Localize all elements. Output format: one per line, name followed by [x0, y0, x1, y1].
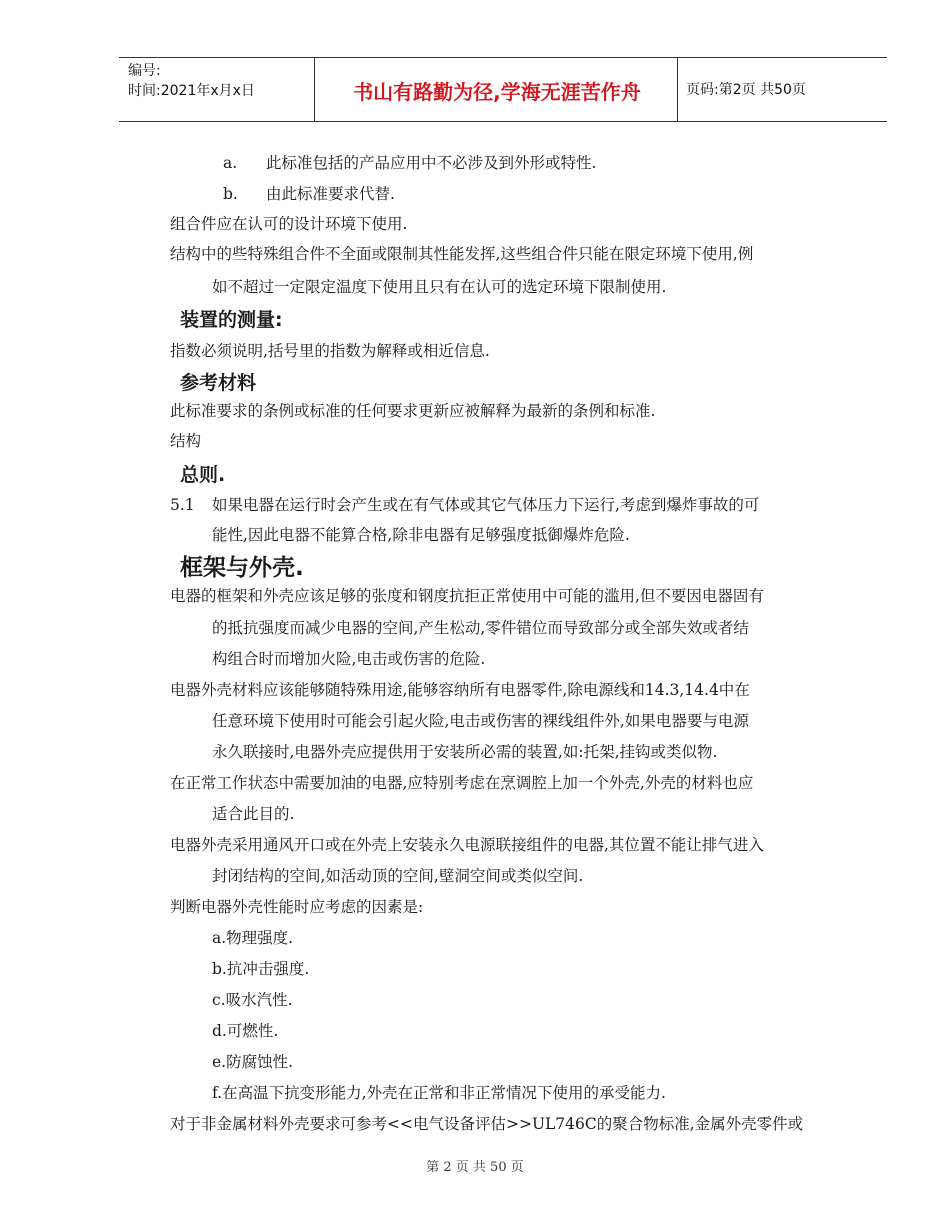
header-page-number: 页码:第2页 共50页 [686, 82, 806, 98]
list-item-b: 由此标准要求代替. [266, 185, 395, 203]
paragraph-line: 结构中的些特殊组合件不全面或限制其性能发挥,这些组合件只能在限定环境下使用,例 [170, 245, 754, 263]
paragraph-line: 电器外壳材料应该能够随特殊用途,能够容纳所有电器零件,除电源线和14.3,14.4中在 [170, 681, 750, 699]
clause-number: 5.1 [170, 496, 195, 514]
page-footer: 第 2 页 共 50 页 [426, 1160, 524, 1175]
list-item-a: 此标准包括的产品应用中不必涉及到外形或特性. [266, 154, 597, 172]
section-heading-references: 参考材料 [180, 372, 257, 394]
section-heading-general: 总则. [180, 464, 226, 486]
header-time: 时间:2021年x月x日 [128, 83, 255, 99]
section-heading-frame-enclosure: 框架与外壳. [180, 555, 304, 581]
header-top-rule [119, 57, 887, 58]
list-item: e.防腐蚀性. [212, 1053, 294, 1071]
list-marker-a: a. [223, 154, 238, 172]
paragraph: 判断电器外壳性能时应考虑的因素是: [170, 898, 424, 916]
list-item: b.抗冲击强度. [212, 960, 310, 978]
paragraph: 此标准要求的条例或标准的任何要求更新应被解释为最新的条例和标准. [170, 402, 656, 420]
list-item: c.吸水汽性. [212, 991, 293, 1009]
list-item: d.可燃性. [212, 1022, 279, 1040]
paragraph-line: 如不超过一定限定温度下使用且只有在认可的选定环境下限制使用. [212, 278, 667, 296]
paragraph-line: 任意环境下使用时可能会引起火险,电击或伤害的裸线组件外,如果电器要与电源 [212, 712, 749, 730]
list-item: a.物理强度. [212, 929, 294, 947]
paragraph-line: 适合此目的. [212, 805, 295, 823]
header-bottom-rule [119, 121, 887, 122]
paragraph-line: 的抵抗强度而减少电器的空间,产生松动,零件错位而导致部分或全部失效或者结 [212, 619, 749, 637]
list-marker-b: b. [223, 185, 238, 203]
clause-line: 能性,因此电器不能算合格,除非电器有足够强度抵御爆炸危险. [212, 526, 630, 544]
header-motto: 书山有路勤为径,学海无涯苦作舟 [353, 80, 641, 104]
paragraph: 结构 [170, 432, 202, 450]
list-item: f.在高温下抗变形能力,外壳在正常和非正常情况下使用的承受能力. [212, 1084, 666, 1102]
paragraph-line: 在正常工作状态中需要加油的电器,应特别考虑在烹调腔上加一个外壳,外壳的材料也应 [170, 774, 754, 792]
header-divider-left [314, 57, 315, 122]
paragraph-line: 构组合时而增加火险,电击或伤害的危险. [212, 650, 486, 668]
paragraph-line: 永久联接时,电器外壳应提供用于安装所必需的装置,如:托架,挂钩或类似物. [212, 743, 718, 761]
paragraph-line: 封闭结构的空间,如活动顶的空间,壁洞空间或类似空间. [212, 867, 584, 885]
paragraph: 指数必须说明,括号里的指数为解释或相近信息. [170, 342, 490, 360]
clause-line: 如果电器在运行时会产生或在有气体或其它气体压力下运行,考虑到爆炸事故的可 [212, 496, 760, 514]
paragraph-line: 电器外壳采用通风开口或在外壳上安装永久电源联接组件的电器,其位置不能让排气进入 [170, 836, 764, 854]
paragraph-line: 电器的框架和外壳应该足够的张度和钢度抗拒正常使用中可能的滥用,但不要因电器固有 [170, 587, 764, 605]
paragraph: 组合件应在认可的设计环境下使用. [170, 215, 408, 233]
header-number: 编号: [128, 63, 161, 79]
section-heading-measurement: 装置的测量: [180, 309, 283, 331]
paragraph-line: 对于非金属材料外壳要求可参考<<电气设备评估>>UL746C的聚合物标准,金属外壳零件或 [170, 1115, 804, 1133]
